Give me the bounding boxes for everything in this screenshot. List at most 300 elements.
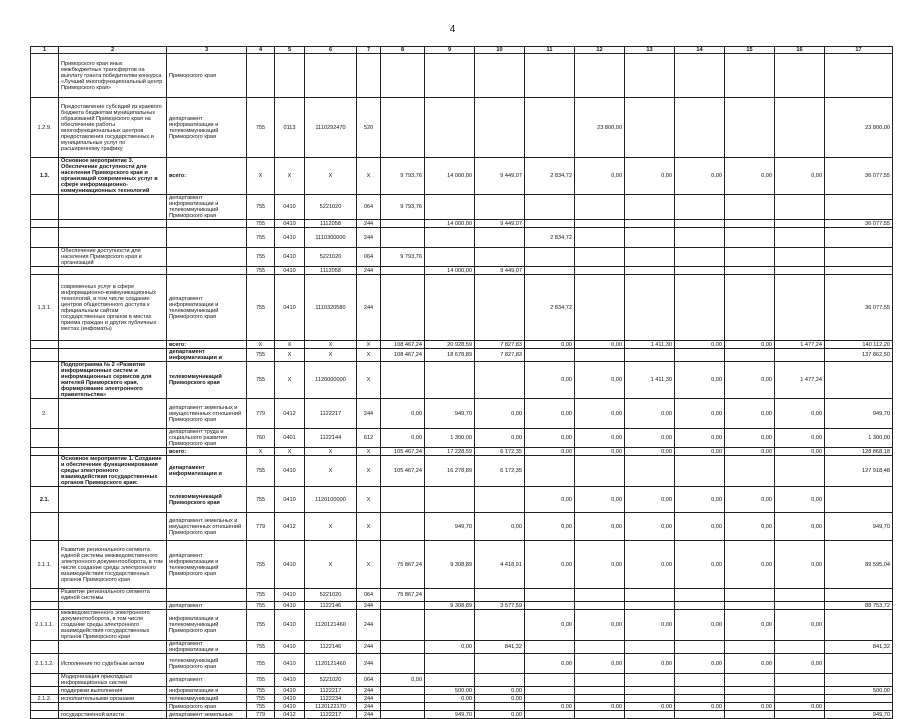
table-cell-col8: 9 793,76 — [381, 195, 425, 220]
table-cell-col6: 5221020 — [305, 195, 357, 220]
table-cell-col11 — [525, 695, 575, 703]
table-cell-col9 — [425, 275, 475, 341]
table-cell-col14: 0,00 — [675, 541, 725, 589]
column-number: 2 — [59, 47, 167, 54]
table-cell-col11: 0,00 — [525, 487, 575, 513]
table-cell-col10: 9 449,07 — [475, 267, 525, 275]
table-cell-col16 — [775, 602, 825, 610]
table-row — [31, 429, 893, 448]
table-cell-col6: 1122234 — [305, 695, 357, 703]
table-cell-col10: 6 172,35 — [475, 448, 525, 456]
table-cell-col13 — [625, 349, 675, 362]
table-cell-col17: 1 300,00 — [825, 429, 893, 448]
table-cell-col8 — [381, 267, 425, 275]
table-cell-col11 — [525, 674, 575, 687]
table-cell-col17 — [825, 362, 893, 399]
table-cell-col10: 0,00 — [475, 711, 525, 719]
table-cell-col14: 0,00 — [675, 513, 725, 541]
table-cell-col11: 0,00 — [525, 703, 575, 711]
table-cell-col4 — [247, 54, 275, 98]
table-cell-col12: 0,00 — [575, 610, 625, 641]
table-cell-col15: 0,00 — [725, 703, 775, 711]
table-cell-col5: 0410 — [275, 703, 305, 711]
table-cell-col8 — [381, 695, 425, 703]
table-row — [31, 641, 893, 654]
table-cell-col15 — [725, 641, 775, 654]
column-number: 15 — [725, 47, 775, 54]
table-cell-col6: X — [305, 513, 357, 541]
table-cell-col3: телекоммуникаций Приморского края — [167, 654, 247, 674]
table-cell-col14 — [675, 98, 725, 158]
table-cell-col9 — [425, 703, 475, 711]
table-cell-col6: 1120121460 — [305, 654, 357, 674]
table-cell-col1 — [31, 429, 59, 448]
table-cell-col4: 755 — [247, 349, 275, 362]
table-cell-col8 — [381, 220, 425, 228]
table-cell-col4: 755 — [247, 220, 275, 228]
table-cell-col1 — [31, 674, 59, 687]
table-cell-col17 — [825, 487, 893, 513]
table-cell-col2: поддержки выполнения — [59, 687, 167, 695]
table-cell-col11: 0,00 — [525, 399, 575, 429]
table-cell-col8: 9 793,76 — [381, 248, 425, 267]
table-cell-col10: 6 172,35 — [475, 456, 525, 487]
table-cell-col16 — [775, 456, 825, 487]
table-cell-col11: 0,00 — [525, 362, 575, 399]
table-cell-col14: 0,00 — [675, 362, 725, 399]
table-cell-col13 — [625, 641, 675, 654]
table-cell-col2: Основное мероприятие 1. Создание и обеспечение функционирования среды электронного взаимодействия государственных органов Приморского края: — [59, 456, 167, 487]
table-cell-col13 — [625, 456, 675, 487]
table-cell-col4: 755 — [247, 362, 275, 399]
table-cell-col15: 0,00 — [725, 429, 775, 448]
table-cell-col11: 0,00 — [525, 341, 575, 349]
table-cell-col2: Основное мероприятие 3. Обеспечение доступности для населения Приморского края и организаций современных услуг в сфере информационно-коммуникационных технологий — [59, 158, 167, 195]
table-cell-col9: 0,00 — [425, 641, 475, 654]
table-cell-col1 — [31, 220, 59, 228]
table-row — [31, 541, 893, 589]
table-cell-col16 — [775, 687, 825, 695]
table-cell-col11 — [525, 641, 575, 654]
table-cell-col2: Развитие регионального сегмента единой системы — [59, 589, 167, 602]
column-number: 14 — [675, 47, 725, 54]
table-cell-col6: 1122146 — [305, 641, 357, 654]
table-cell-col12 — [575, 275, 625, 341]
table-cell-col16: 0,00 — [775, 158, 825, 195]
table-cell-col12 — [575, 456, 625, 487]
table-cell-col13 — [625, 695, 675, 703]
table-cell-col12: 23 800,00 — [575, 98, 625, 158]
table-cell-col16: 0,00 — [775, 703, 825, 711]
table-cell-col11 — [525, 98, 575, 158]
table-cell-col7: 244 — [357, 641, 381, 654]
table-cell-col7: 244 — [357, 654, 381, 674]
table-cell-col15 — [725, 602, 775, 610]
table-cell-col10: 0,00 — [475, 513, 525, 541]
table-cell-col17 — [825, 54, 893, 98]
table-cell-col4: 755 — [247, 641, 275, 654]
table-cell-col15 — [725, 54, 775, 98]
table-cell-col2: современных услуг в сфере информационно-коммуникационных технологий, в том числе создание центров общественного доступа к официальным сайтам государственных органов в местах приема граждан и других публичных местах (инфоматы) — [59, 275, 167, 341]
table-cell-col10: 9 449,07 — [475, 220, 525, 228]
table-cell-col7: 244 — [357, 275, 381, 341]
table-cell-col13 — [625, 275, 675, 341]
table-cell-col2: государственной власти — [59, 711, 167, 719]
table-cell-col14 — [675, 195, 725, 220]
table-cell-col13: 0,00 — [625, 513, 675, 541]
table-cell-col4: 755 — [247, 248, 275, 267]
table-cell-col14: 0,00 — [675, 448, 725, 456]
table-cell-col4: 755 — [247, 589, 275, 602]
table-cell-col13: 0,00 — [625, 541, 675, 589]
table-cell-col11 — [525, 349, 575, 362]
table-cell-col9: 949,70 — [425, 711, 475, 719]
table-cell-col5: 0410 — [275, 541, 305, 589]
table-cell-col13 — [625, 602, 675, 610]
table-cell-col17: 127 918,48 — [825, 456, 893, 487]
table-cell-col4: X — [247, 158, 275, 195]
table-row — [31, 349, 893, 362]
table-cell-col13: 1 411,30 — [625, 341, 675, 349]
table-row — [31, 158, 893, 195]
table-cell-col8 — [381, 602, 425, 610]
table-cell-col2 — [59, 602, 167, 610]
table-cell-col17 — [825, 248, 893, 267]
table-cell-col5: 0113 — [275, 98, 305, 158]
table-row — [31, 654, 893, 674]
table-cell-col8 — [381, 513, 425, 541]
table-cell-col14 — [675, 687, 725, 695]
table-cell-col3: департамент земельных — [167, 711, 247, 719]
table-cell-col5: 0410 — [275, 195, 305, 220]
table-row — [31, 674, 893, 687]
table-cell-col7: X — [357, 541, 381, 589]
table-cell-col16: 0,00 — [775, 541, 825, 589]
table-cell-col10: 0,00 — [475, 429, 525, 448]
table-cell-col14: 0,00 — [675, 610, 725, 641]
table-cell-col3: департамент информатизации и — [167, 641, 247, 654]
table-cell-col1: 1.3.1. — [31, 275, 59, 341]
table-cell-col11 — [525, 589, 575, 602]
budget-table — [30, 46, 893, 719]
table-cell-col15: 0,00 — [725, 362, 775, 399]
table-cell-col3: информатизации и — [167, 687, 247, 695]
table-cell-col17: 500,00 — [825, 687, 893, 695]
table-cell-col2 — [59, 399, 167, 429]
table-cell-col3: департамент информатизации и телекоммуникаций Приморского края — [167, 195, 247, 220]
table-cell-col2 — [59, 513, 167, 541]
table-cell-col8: 108 467,24 — [381, 341, 425, 349]
table-cell-col4: 779 — [247, 711, 275, 719]
table-cell-col10 — [475, 589, 525, 602]
table-cell-col14 — [675, 220, 725, 228]
table-cell-col3: информатизации и телекоммуникаций Приморского края — [167, 610, 247, 641]
table-cell-col9: 9 308,89 — [425, 541, 475, 589]
table-cell-col10: 4 418,91 — [475, 541, 525, 589]
table-cell-col1: 1.2.9. — [31, 98, 59, 158]
table-cell-col10 — [475, 54, 525, 98]
table-row — [31, 602, 893, 610]
table-cell-col5: 0412 — [275, 513, 305, 541]
table-cell-col13 — [625, 195, 675, 220]
table-cell-col15 — [725, 695, 775, 703]
table-cell-col17: 949,70 — [825, 399, 893, 429]
table-cell-col3: всего: — [167, 448, 247, 456]
table-cell-col13: 0,00 — [625, 703, 675, 711]
table-cell-col14 — [675, 589, 725, 602]
table-cell-col16 — [775, 641, 825, 654]
table-cell-col3 — [167, 589, 247, 602]
table-cell-col15 — [725, 228, 775, 248]
table-cell-col14 — [675, 228, 725, 248]
table-row — [31, 487, 893, 513]
table-cell-col15: 0,00 — [725, 541, 775, 589]
table-row — [31, 695, 893, 703]
column-number: 7 — [357, 47, 381, 54]
table-cell-col14 — [675, 248, 725, 267]
table-cell-col1 — [31, 589, 59, 602]
table-cell-col12: 0,00 — [575, 448, 625, 456]
table-cell-col4: X — [247, 341, 275, 349]
table-cell-col1: 2.1.2. — [31, 695, 59, 703]
table-cell-col13 — [625, 589, 675, 602]
table-cell-col2: Исполнение по судебным актам — [59, 654, 167, 674]
table-cell-col6: 1112058 — [305, 267, 357, 275]
table-cell-col7: X — [357, 456, 381, 487]
table-cell-col2 — [59, 220, 167, 228]
table-cell-col1: 2.1. — [31, 487, 59, 513]
table-row — [31, 456, 893, 487]
table-cell-col11: 2 834,72 — [525, 228, 575, 248]
table-cell-col1 — [31, 341, 59, 349]
table-cell-col5: 0410 — [275, 674, 305, 687]
table-cell-col8: 0,00 — [381, 399, 425, 429]
table-cell-col3 — [167, 220, 247, 228]
table-cell-col7: 612 — [357, 429, 381, 448]
table-cell-col1 — [31, 641, 59, 654]
table-cell-col15 — [725, 248, 775, 267]
table-cell-col12: 0,00 — [575, 429, 625, 448]
table-cell-col9 — [425, 487, 475, 513]
table-cell-col13 — [625, 687, 675, 695]
table-cell-col12: 0,00 — [575, 341, 625, 349]
table-cell-col6: X — [305, 349, 357, 362]
table-cell-col16: 0,00 — [775, 399, 825, 429]
table-cell-col8 — [381, 654, 425, 674]
table-cell-col12: 0,00 — [575, 703, 625, 711]
table-cell-col10: 3 577,59 — [475, 602, 525, 610]
column-number: 17 — [825, 47, 893, 54]
table-cell-col11: 0,00 — [525, 654, 575, 674]
table-cell-col11 — [525, 711, 575, 719]
table-cell-col7: X — [357, 158, 381, 195]
table-cell-col13: 0,00 — [625, 399, 675, 429]
table-cell-col10: 0,00 — [475, 399, 525, 429]
table-cell-col16 — [775, 98, 825, 158]
table-cell-col1: 1.3. — [31, 158, 59, 195]
table-cell-col10: 841,32 — [475, 641, 525, 654]
table-cell-col3: департамент земельных и имущественных отношений Приморского края — [167, 399, 247, 429]
table-cell-col7: 244 — [357, 228, 381, 248]
table-cell-col14 — [675, 456, 725, 487]
table-cell-col2 — [59, 267, 167, 275]
column-number: 10 — [475, 47, 525, 54]
table-cell-col4: 779 — [247, 399, 275, 429]
table-row — [31, 228, 893, 248]
table-cell-col9 — [425, 98, 475, 158]
table-cell-col5: 0410 — [275, 589, 305, 602]
table-cell-col15 — [725, 267, 775, 275]
table-cell-col10 — [475, 195, 525, 220]
table-cell-col8 — [381, 487, 425, 513]
table-cell-col10: 0,00 — [475, 695, 525, 703]
table-cell-col17: 949,70 — [825, 513, 893, 541]
table-cell-col1: 2.1.1.1. — [31, 610, 59, 641]
table-cell-col10: 9 449,07 — [475, 158, 525, 195]
table-cell-col1: 2.1.1. — [31, 541, 59, 589]
table-cell-col14 — [675, 674, 725, 687]
table-cell-col16 — [775, 275, 825, 341]
table-cell-col12: 0,00 — [575, 362, 625, 399]
table-cell-col1 — [31, 195, 59, 220]
table-cell-col12: 0,00 — [575, 399, 625, 429]
table-cell-col2: Предоставление субсидий из краевого бюджета бюджетам муниципальных образований Приморского края на обеспечение работы многофункциональных центров предоставления государственных и муниципальных услуг по расширенному графику — [59, 98, 167, 158]
table-cell-col17 — [825, 703, 893, 711]
table-cell-col6: 1120122170 — [305, 703, 357, 711]
table-cell-col12 — [575, 602, 625, 610]
table-cell-col4: 755 — [247, 195, 275, 220]
table-cell-col5: 0410 — [275, 456, 305, 487]
table-cell-col13 — [625, 228, 675, 248]
column-number: 6 — [305, 47, 357, 54]
table-cell-col12 — [575, 267, 625, 275]
table-cell-col9: 16 278,89 — [425, 456, 475, 487]
table-cell-col3: департамент труда и социального развития Приморского края — [167, 429, 247, 448]
table-cell-col16 — [775, 589, 825, 602]
table-cell-col2 — [59, 341, 167, 349]
table-cell-col15 — [725, 220, 775, 228]
table-cell-col10 — [475, 610, 525, 641]
table-cell-col16 — [775, 195, 825, 220]
table-cell-col9: 14 000,00 — [425, 158, 475, 195]
table-cell-col14 — [675, 695, 725, 703]
table-cell-col7: 244 — [357, 220, 381, 228]
table-cell-col16: 0,00 — [775, 487, 825, 513]
table-cell-col17 — [825, 674, 893, 687]
table-cell-col14 — [675, 275, 725, 341]
table-cell-col13: 0,00 — [625, 610, 675, 641]
table-cell-col8 — [381, 610, 425, 641]
table-cell-col12 — [575, 195, 625, 220]
column-number: 4 — [247, 47, 275, 54]
table-cell-col6: 1122217 — [305, 399, 357, 429]
table-cell-col3: департамент информатизации и телекоммуникаций Приморского края — [167, 541, 247, 589]
table-cell-col2: исполнительными органами — [59, 695, 167, 703]
table-cell-col4: 755 — [247, 98, 275, 158]
table-cell-col2: Обеспечение доступности для населения Приморского края и организаций — [59, 248, 167, 267]
table-cell-col11 — [525, 267, 575, 275]
table-cell-col2 — [59, 195, 167, 220]
table-cell-col3: телекоммуникаций Приморского края — [167, 362, 247, 399]
table-cell-col7: 244 — [357, 602, 381, 610]
table-cell-col5: 0410 — [275, 695, 305, 703]
table-row — [31, 399, 893, 429]
table-cell-col1 — [31, 248, 59, 267]
table-cell-col7: 244 — [357, 399, 381, 429]
table-cell-col13 — [625, 248, 675, 267]
table-cell-col17 — [825, 195, 893, 220]
table-cell-col14 — [675, 267, 725, 275]
table-cell-col17: 36 077,55 — [825, 158, 893, 195]
table-cell-col6: 1122144 — [305, 429, 357, 448]
table-cell-col2 — [59, 429, 167, 448]
table-cell-col15 — [725, 195, 775, 220]
table-cell-col13 — [625, 54, 675, 98]
table-cell-col2 — [59, 349, 167, 362]
column-number: 5 — [275, 47, 305, 54]
table-cell-col2 — [59, 448, 167, 456]
table-cell-col3: департамент информатизации и — [167, 456, 247, 487]
table-cell-col2: Модернизация прикладных информационных систем — [59, 674, 167, 687]
table-cell-col6: X — [305, 341, 357, 349]
table-cell-col1 — [31, 513, 59, 541]
table-cell-col15 — [725, 711, 775, 719]
table-cell-col2: межведомственного электронного документооборота, в том числе создание среды электронного взаимодействия государственных органов Приморского края — [59, 610, 167, 641]
table-cell-col11 — [525, 248, 575, 267]
table-cell-col3: всего: — [167, 341, 247, 349]
table-cell-col8: 105 467,24 — [381, 448, 425, 456]
table-cell-col4: 755 — [247, 610, 275, 641]
table-cell-col10 — [475, 248, 525, 267]
table-cell-col6: 1112058 — [305, 220, 357, 228]
table-cell-col5: 0410 — [275, 641, 305, 654]
table-cell-col5: 0410 — [275, 275, 305, 341]
table-cell-col16 — [775, 228, 825, 248]
table-cell-col16 — [775, 349, 825, 362]
table-row — [31, 448, 893, 456]
table-cell-col1: 2.1.1.2. — [31, 654, 59, 674]
table-cell-col15 — [725, 275, 775, 341]
table-cell-col7: X — [357, 349, 381, 362]
table-cell-col6: 1122146 — [305, 602, 357, 610]
table-cell-col10 — [475, 703, 525, 711]
table-cell-col17: 128 868,18 — [825, 448, 893, 456]
table-cell-col8: 75 867,24 — [381, 589, 425, 602]
table-cell-col17: 36 077,55 — [825, 220, 893, 228]
table-cell-col14: 0,00 — [675, 341, 725, 349]
table-cell-col15: 0,00 — [725, 399, 775, 429]
table-cell-col11: 0,00 — [525, 429, 575, 448]
table-cell-col1 — [31, 228, 59, 248]
table-cell-col8 — [381, 641, 425, 654]
table-cell-col9: 17 228,59 — [425, 448, 475, 456]
table-cell-col17: 88 753,72 — [825, 602, 893, 610]
table-cell-col9: 18 678,89 — [425, 349, 475, 362]
table-cell-col5: 0410 — [275, 610, 305, 641]
table-cell-col4: 755 — [247, 456, 275, 487]
table-cell-col7: 244 — [357, 695, 381, 703]
table-cell-col11: 2 834,72 — [525, 158, 575, 195]
table-cell-col5: X — [275, 349, 305, 362]
table-cell-col10 — [475, 674, 525, 687]
header-row — [31, 47, 893, 54]
table-cell-col8: 9 793,76 — [381, 158, 425, 195]
table-cell-col7: X — [357, 341, 381, 349]
table-cell-col11 — [525, 456, 575, 487]
table-cell-col12 — [575, 220, 625, 228]
column-number: 8 — [381, 47, 425, 54]
table-cell-col1 — [31, 267, 59, 275]
